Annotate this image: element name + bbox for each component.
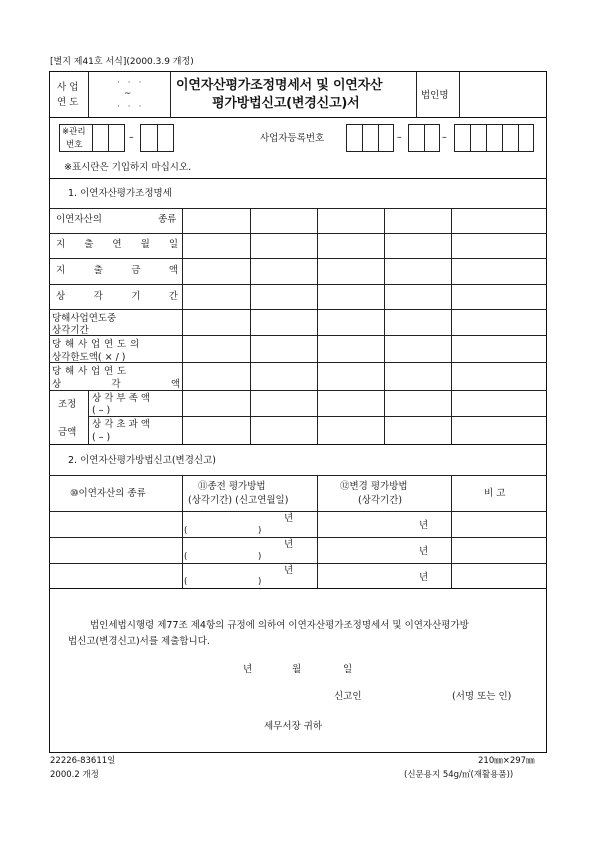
title-line-2: 평가방법신고(변경신고)서 [212, 96, 360, 111]
date-day: 일 [343, 664, 353, 675]
period-dots-2: · · · [117, 102, 142, 112]
col-note: 비 고 [484, 488, 506, 499]
row-short-1: 상 각 부 족 액 [92, 393, 150, 404]
declaration-line-1: 법인세법시행령 제77조 제4항의 규정에 의하여 이연자산평가조정명세서 및 이연자산평가방 [90, 620, 469, 631]
row-type-a: 이연자산의 [56, 214, 102, 225]
footer-size: 210㎜×297㎜ [478, 756, 535, 766]
date-month: 월 [292, 664, 302, 675]
footer-code: 22226-83611일 [50, 756, 116, 766]
mgmt-dash: – [129, 132, 134, 143]
row-cur-period-1: 당해사업연도중 [52, 313, 117, 324]
form-reference: [별지 제41호 서식](2000.3.9 개정) [50, 57, 194, 67]
paren-l-1: ( [184, 526, 188, 536]
declaration-line-2: 법신고(변경신고)서를 제출합니다. [68, 636, 210, 647]
row-period: 상 각 기 간 [56, 291, 178, 302]
section2-heading: 2. 이연자산평가방법신고(변경신고) [68, 455, 216, 466]
col-new-2: (상각기간) [358, 495, 403, 506]
new-year-1: 년 [419, 520, 429, 531]
col-prev-2: (상각기간) (신고연월일) [188, 495, 289, 506]
sign-label: (서명 또는 인) [452, 691, 512, 702]
bizreg-box-3 [454, 124, 534, 152]
paren-l-3: ( [184, 577, 188, 587]
row-limit-2: 상각한도액( × / ) [52, 352, 126, 363]
row-adj-1: 조정 [58, 399, 77, 410]
business-year-label-2: 연 도 [57, 97, 79, 108]
paren-r-2: ) [258, 552, 262, 562]
bizreg-box-1 [346, 124, 394, 152]
bizreg-dash-1: – [397, 132, 402, 143]
row-excess-1: 상 각 초 과 액 [92, 419, 150, 430]
new-year-3: 년 [419, 572, 429, 583]
col-type: ⑩이연자산의 종류 [70, 488, 146, 499]
footer-paper: (신문용지 54g/㎡(재활용품)) [404, 770, 514, 780]
row-excess-2: ( – ) [92, 432, 111, 443]
mgmt-label-1: ※관리 [62, 127, 86, 137]
row-amort-2: 상 각 액 [52, 379, 180, 390]
row-amort-1: 당 해 사 업 연 도 [52, 366, 127, 377]
row-type-b: 종류 [158, 214, 177, 225]
prev-year-2: 년 [284, 539, 294, 550]
col-new-1: ⑫변경 평가방법 [340, 481, 408, 492]
period-dots: · · · [117, 78, 142, 88]
footer-revision: 2000.2 개정 [50, 770, 99, 780]
paren-r-1: ) [258, 526, 262, 536]
business-year-label-1: 사 업 [57, 82, 79, 93]
title-line-1: 이연자산평가조정명세서 및 이연자산 [176, 78, 383, 93]
paren-l-2: ( [184, 552, 188, 562]
row-limit-1: 당 해 사 업 연 도 의 [52, 339, 140, 350]
prev-year-1: 년 [284, 513, 294, 524]
new-year-2: 년 [419, 546, 429, 557]
form-frame [49, 71, 547, 753]
date-year: 년 [243, 664, 253, 675]
prev-year-3: 년 [284, 565, 294, 576]
recipient-label: 세무서장 귀하 [264, 721, 323, 732]
row-adj-2: 금액 [58, 427, 77, 438]
reporter-label: 신고인 [334, 691, 362, 702]
col-prev-1: ⑪종전 평가방법 [198, 481, 266, 492]
period-separator: ~ [124, 89, 132, 99]
row-cur-period-2: 상각기간 [52, 325, 89, 336]
row-acq-date: 지 출 연 월 일 [56, 239, 178, 250]
bizreg-label: 사업자등록번호 [260, 133, 325, 144]
section1-heading: 1. 이연자산평가조정명세 [68, 188, 172, 199]
row-short-2: ( – ) [92, 405, 111, 416]
row-amount: 지 출 금 액 [56, 265, 178, 276]
bizreg-dash-2: – [442, 132, 447, 143]
note-text: ※표시란은 기입하지 마십시오. [64, 162, 192, 173]
mgmt-label-2: 번호 [66, 140, 83, 150]
corp-name-label: 법인명 [421, 90, 449, 101]
paren-r-3: ) [258, 577, 262, 587]
